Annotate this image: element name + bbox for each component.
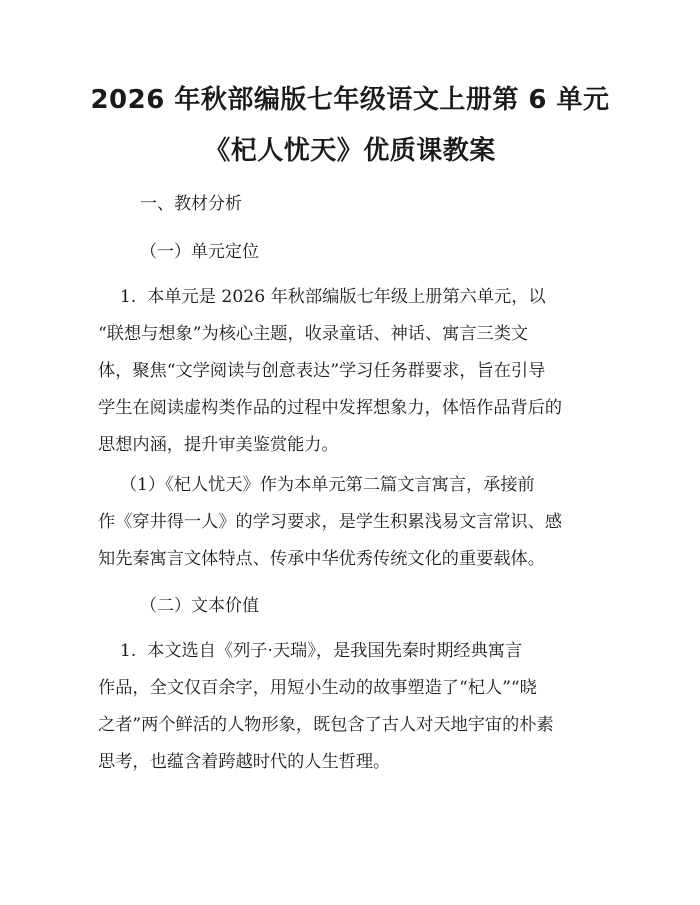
paragraph-line: 知先秦寓言文体特点、传承中华优秀传统文化的重要载体。: [98, 549, 545, 569]
document-title: 2026 年秋部编版七年级语文上册第 6 单元: [90, 85, 610, 115]
paragraph-text-value: [98, 633, 603, 781]
paragraph-unit-description: [98, 279, 603, 464]
subsection-heading-unit-positioning: （一）单元定位: [140, 242, 259, 262]
paragraph-line: “联想与想象”为核心主题，收录童话、神话、寓言三类文: [98, 324, 529, 344]
document-subtitle: 《杞人忧天》优质课教案: [204, 136, 496, 166]
subsection-heading-text-value: （二）文本价值: [140, 596, 259, 616]
paragraph-line: 作《穿井得一人》的学习要求，是学生积累浅易文言常识、感: [98, 512, 563, 532]
paragraph-line: 思考，也蕴含着跨越时代的人生哲理。: [98, 752, 391, 772]
paragraph-text-role: [98, 467, 603, 578]
paragraph-line: 作品，全文仅百余字，用短小生动的故事塑造了“杞人”“晓: [98, 678, 537, 698]
paragraph-line: 思想内涵，提升审美鉴赏能力。: [98, 435, 339, 455]
paragraph-line: 1. 本文选自《列子·天瑞》，是我国先秦时期经典寓言: [98, 641, 523, 661]
paragraph-line: （1）《杞人忧天》作为本单元第二篇文言寓言，承接前: [98, 475, 535, 495]
paragraph-line: 之者”两个鲜活的人物形象，既包含了古人对天地宇宙的朴素: [98, 715, 554, 735]
paragraph-line: 学生在阅读虚构类作品的过程中发挥想象力，体悟作品背后的: [98, 398, 563, 418]
paragraph-line: 体，聚焦“文学阅读与创意表达”学习任务群要求，旨在引导: [98, 361, 546, 381]
paragraph-line: 1. 本单元是 2026 年秋部编版七年级上册第六单元，以: [98, 287, 546, 307]
section-heading-teaching-material-analysis: 一、教材分析: [140, 194, 242, 214]
